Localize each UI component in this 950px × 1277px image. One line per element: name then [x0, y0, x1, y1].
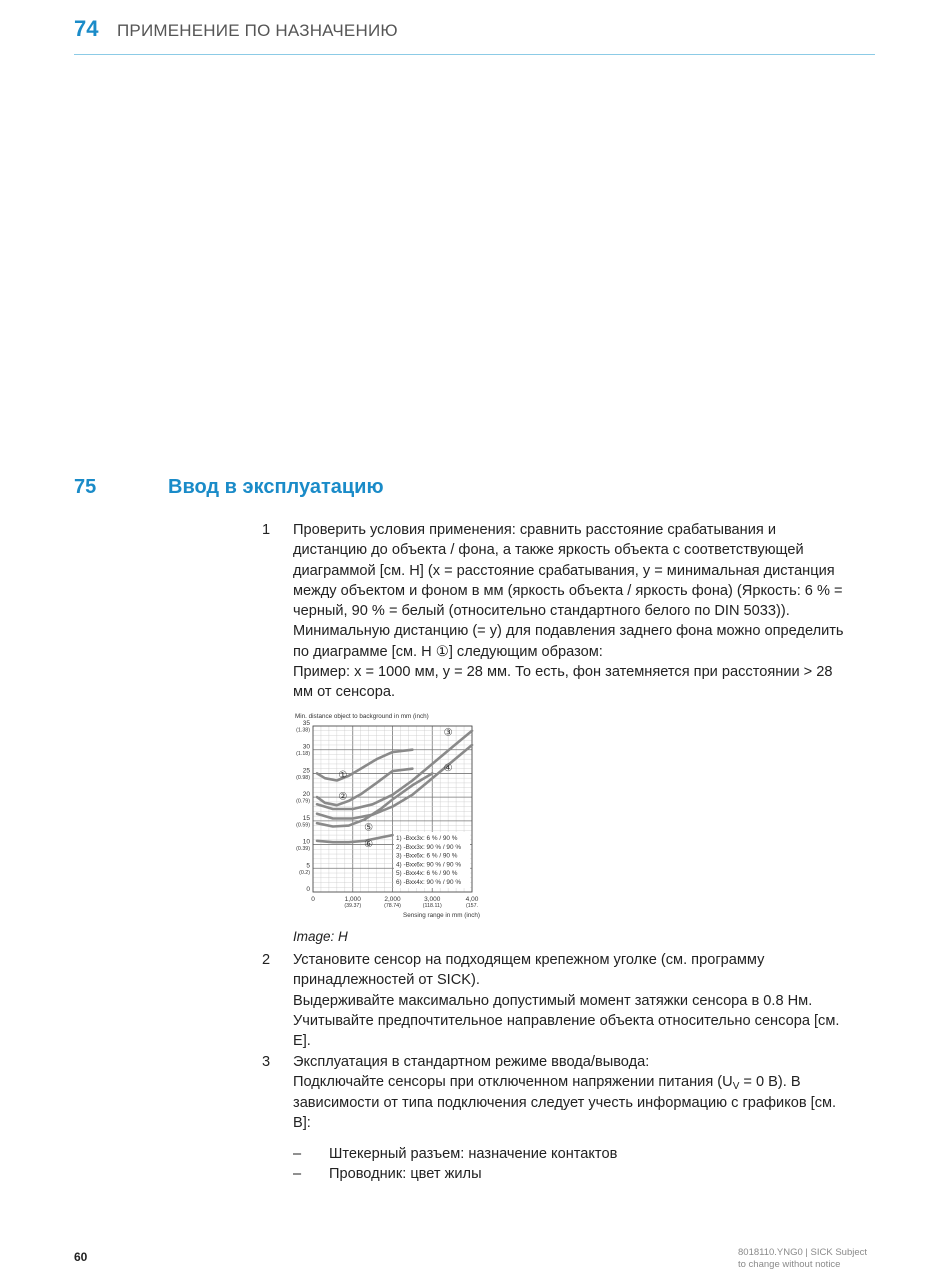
list-item [293, 1164, 853, 1184]
chart-legend [394, 832, 470, 888]
chart-title: Min. distance object to background in mm (inch) [295, 713, 429, 720]
legend-entry: 2) -Bxx3x: 90 % / 90 % [396, 843, 461, 851]
y-tick-label: 30 [302, 743, 310, 751]
page-header [74, 16, 875, 55]
x-tick-label: 4,00 [465, 896, 479, 903]
y-tick-label: 15 [302, 814, 310, 822]
step-line: Выдерживайте максимально допустимый момент затяжки сенсора в 0.8 Нм. [293, 992, 813, 1009]
step-line: принадлежностей от SICK). [293, 972, 480, 989]
step-number: 2 [262, 952, 271, 968]
step-text-part: = 0 В). В [739, 1074, 801, 1091]
section-number: 75 [74, 476, 97, 498]
y-tick-sublabel: (0.39) [296, 846, 310, 853]
series-marker-2: ② [338, 791, 348, 803]
footer-doc-info [738, 1247, 867, 1271]
y-tick-sublabel: (1.38) [296, 727, 310, 734]
x-tick-label: 2,000 [384, 896, 401, 903]
series-marker-5: ⑤ [364, 822, 374, 834]
chart-series [317, 727, 472, 849]
voltage-subscript: V [732, 1081, 740, 1093]
bullet-dash: – [293, 1146, 302, 1162]
series-marker-1: ① [338, 770, 348, 782]
step-line: диаграммой [см. H] (x = расстояние срабатывания, y = минимальная дистанция [293, 562, 835, 579]
x-tick-label: 1,000 [344, 896, 361, 903]
x-tick-sublabel: (157. [465, 903, 479, 909]
y-tick-label: 25 [302, 767, 310, 775]
page-number: 60 [74, 1250, 88, 1264]
step-number: 3 [262, 1054, 271, 1070]
bullet-list [293, 1144, 853, 1185]
step-line: Учитывайте предпочтительное направление объекта относительно сенсора [см. [293, 1012, 840, 1029]
y-tick-sublabel: (0.79) [296, 798, 310, 805]
bullet-text: Штекерный разъем: назначение контактов [329, 1146, 618, 1162]
step-line: зависимости от типа подключения следует учесть информацию с графиков [см. [293, 1094, 837, 1111]
step-line: по диаграмме [см. H ①] следующим образом: [293, 643, 603, 660]
x-tick-label: 3,000 [424, 896, 441, 903]
x-tick-sublabel: (39.37) [344, 903, 362, 909]
legend-entry: 6) -Bxx4x: 90 % / 90 % [396, 879, 461, 886]
step-line [293, 1072, 877, 1092]
step-text [293, 1052, 877, 1133]
image-caption: Image: H [293, 929, 348, 944]
x-tick-label: 0 [311, 896, 315, 903]
step-line: между объектом и фоном в мм (яркость объекта / яркость фона) (Яркость: 6 % = [293, 582, 843, 599]
step-line: черный, 90 % = белый (относительно стандартного белого по DIN 5033)). [293, 603, 790, 620]
legend-entry: 3) -Bxx6x: 6 % / 90 % [396, 852, 458, 860]
y-tick-sublabel: (1.18) [296, 751, 310, 758]
list-item [293, 1144, 853, 1164]
step-text [293, 950, 877, 1051]
header-chapter-number: 74 [74, 16, 99, 41]
y-tick-label: 10 [302, 838, 310, 846]
x-tick-sublabel: (118.11) [422, 903, 442, 909]
step-text [293, 520, 877, 703]
section-title: Ввод в эксплуатацию [168, 476, 384, 498]
y-tick-sublabel: (0.59) [296, 822, 310, 829]
legend-entry: 4) -Bxx6x: 90 % / 90 % [396, 861, 461, 869]
y-tick-label: 20 [302, 791, 310, 799]
series-line-4 [317, 745, 472, 819]
series-marker-3: ③ [443, 727, 453, 739]
distance-chart [286, 706, 496, 922]
footer-line: to change without notice [738, 1259, 841, 1270]
y-tick-label: 5 [306, 862, 310, 870]
y-tick-sublabel: (0.98) [296, 774, 310, 781]
y-tick-label: 0 [306, 886, 310, 893]
step-line: мм от сенсора. [293, 684, 395, 701]
bullet-text: Проводник: цвет жилы [329, 1166, 482, 1183]
y-tick-label: 35 [302, 720, 310, 727]
step-text-part: Подключайте сенсоры при отключенном напряжении питания (U [293, 1074, 733, 1091]
step-line: Проверить условия применения: сравнить расстояние срабатывания и [293, 522, 776, 538]
series-marker-6: ⑥ [364, 838, 374, 850]
step-line: Пример: x = 1000 мм, y = 28 мм. То есть, фон затемняется при расстоянии > 28 [293, 664, 833, 681]
legend-entry: 1) -Bxx3x: 6 % / 90 % [396, 835, 458, 842]
y-tick-sublabel: (0.2) [299, 869, 310, 876]
step-number: 1 [262, 522, 271, 538]
step-line: E]. [293, 1033, 311, 1050]
step-line: Минимальную дистанцию (= y) для подавления заднего фона можно определить [293, 623, 844, 640]
footer-line: 8018110.YNG0 | SICK Subject [738, 1247, 868, 1258]
series-marker-4: ④ [443, 763, 453, 775]
step-line: B]: [293, 1114, 311, 1131]
series-line-2 [317, 769, 412, 806]
chart-x-axis-label: Sensing range in mm (inch) [403, 912, 480, 919]
x-tick-sublabel: (78.74) [384, 903, 401, 909]
step-line: Эксплуатация в стандартном режиме ввода/вывода: [293, 1054, 650, 1070]
legend-entry: 5) -Bxx4x: 6 % / 90 % [396, 870, 458, 878]
header-chapter-title: ПРИМЕНЕНИЕ ПО НАЗНАЧЕНИЮ [117, 21, 398, 40]
step-line: Установите сенсор на подходящем крепежном уголке (см. программу [293, 952, 765, 968]
series-line-6 [317, 835, 393, 842]
bullet-dash: – [293, 1166, 302, 1183]
step-line: дистанцию до объекта / фона, а также яркость объекта с соответствующей [293, 542, 804, 559]
